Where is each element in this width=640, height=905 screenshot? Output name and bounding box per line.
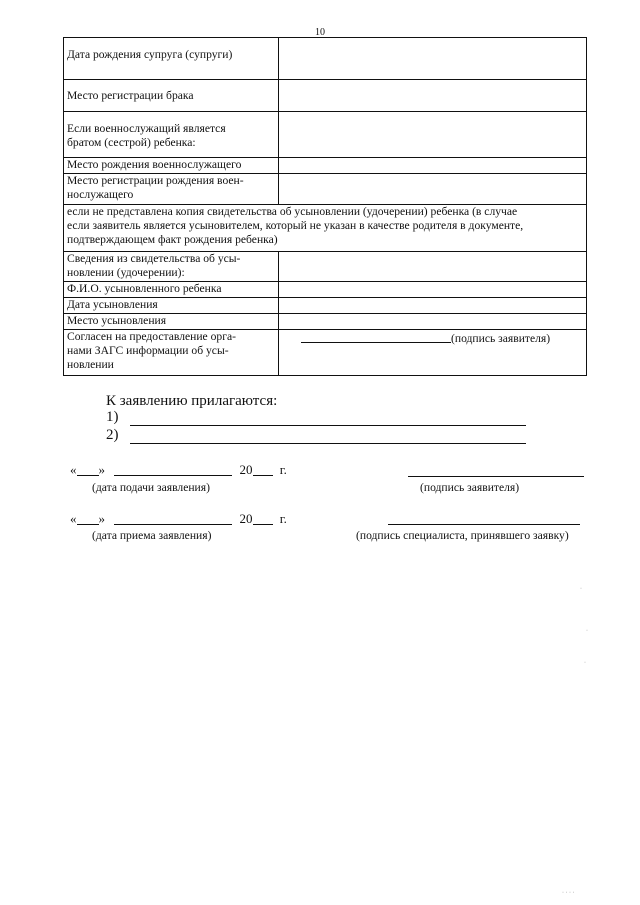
acceptance-year-prefix: 20: [239, 511, 253, 526]
attachment-item-2: [106, 427, 526, 447]
acceptance-date-caption: (дата приема заявления): [92, 529, 212, 542]
adoption-note: [64, 205, 587, 252]
table-row: [64, 330, 587, 376]
submission-date-caption: (дата подачи заявления): [92, 481, 210, 494]
table-row: [64, 80, 587, 112]
adoption-cert-label: [64, 252, 279, 282]
adoption-cert-line2: новлении (удочерении):: [67, 266, 185, 279]
submission-month-line[interactable]: [114, 475, 232, 476]
acceptance-signature-caption: (подпись специалиста, принявшего заявку): [356, 529, 569, 542]
adopted-child-name-field[interactable]: [279, 282, 587, 298]
table-row: [64, 158, 587, 174]
submission-open-quote: «: [70, 462, 77, 477]
marriage-place-label: Место регистрации брака: [64, 80, 279, 112]
acceptance-year-suffix: г.: [279, 511, 287, 526]
adoption-note-line2: если заявитель является усыновителем, который не указан в качестве родителя в документе,: [67, 219, 524, 232]
adoption-date-label: Дата усыновления: [64, 298, 279, 314]
submission-signature-line[interactable]: [408, 476, 584, 477]
adoption-place-label: Место усыновления: [64, 314, 279, 330]
table-row: [64, 252, 587, 282]
consent-line2: нами ЗАГС информации об усы-: [67, 344, 229, 357]
application-table: [63, 37, 587, 376]
consent-label: [64, 330, 279, 376]
table-row: [64, 205, 587, 252]
consent-line3: новлении: [67, 358, 114, 371]
if-sibling-label: [64, 112, 279, 158]
acceptance-signature-line[interactable]: [388, 524, 580, 525]
attachment-item-2-number: 2): [106, 427, 119, 443]
submission-signature-caption: (подпись заявителя): [420, 481, 520, 494]
table-row: [64, 314, 587, 330]
scan-speck: ·: [586, 628, 588, 634]
table-row: [64, 282, 587, 298]
adoption-note-line3: подтверждающем факт рождения ребенка): [67, 233, 278, 246]
consent-signature-line[interactable]: [301, 342, 451, 343]
serviceman-birth-reg-label: [64, 174, 279, 205]
acceptance-date-row: [70, 511, 287, 527]
attachment-item-2-line[interactable]: [130, 443, 526, 444]
adopted-child-name-label: Ф.И.О. усыновленного ребенка: [64, 282, 279, 298]
if-sibling-line1: Если военнослужащий является: [67, 122, 226, 135]
consent-line1: Согласен на предоставление орга-: [67, 330, 236, 343]
submission-date-row: [70, 462, 287, 478]
submission-close-quote: »: [98, 462, 105, 477]
serviceman-birth-reg-line1: Место регистрации рождения воен-: [67, 174, 244, 187]
adoption-cert-line1: Сведения из свидетельства об усы-: [67, 252, 241, 265]
submission-year-line[interactable]: [253, 475, 273, 476]
if-sibling-line2: братом (сестрой) ребенка:: [67, 136, 196, 149]
scan-speck: · · · ·: [562, 890, 575, 896]
table-row: [64, 112, 587, 158]
acceptance-year-line[interactable]: [253, 524, 273, 525]
attachment-item-1: [106, 409, 526, 429]
serviceman-birth-place-field[interactable]: [279, 158, 587, 174]
scan-speck: ·: [580, 586, 582, 592]
adoption-date-field[interactable]: [279, 298, 587, 314]
consent-signature-cell[interactable]: [279, 330, 587, 376]
marriage-place-field[interactable]: [279, 80, 587, 112]
adoption-note-line1: если не представлена копия свидетельства об усыновлении (удочерении) ребенка (в случае: [67, 205, 518, 218]
submission-year-prefix: 20: [239, 462, 253, 477]
attachment-item-1-number: 1): [106, 409, 119, 425]
table-row: [64, 174, 587, 205]
consent-signature-caption: (подпись заявителя): [451, 332, 551, 345]
serviceman-birth-reg-field[interactable]: [279, 174, 587, 205]
consent-signature: [301, 332, 571, 346]
adoption-place-field[interactable]: [279, 314, 587, 330]
acceptance-day-line[interactable]: [77, 524, 99, 525]
serviceman-birth-place-label: Место рождения военнослужащего: [64, 158, 279, 174]
attachments-title: К заявлению прилагаются:: [106, 393, 278, 409]
adoption-cert-field[interactable]: [279, 252, 587, 282]
scan-speck: ·: [584, 660, 586, 666]
page-number: 10: [315, 27, 325, 38]
table-row: [64, 298, 587, 314]
spouse-birth-date-field[interactable]: [279, 38, 587, 80]
attachment-item-1-line[interactable]: [130, 425, 526, 426]
if-sibling-field[interactable]: [279, 112, 587, 158]
acceptance-close-quote: »: [98, 511, 105, 526]
serviceman-birth-reg-line2: нослужащего: [67, 188, 134, 201]
acceptance-open-quote: «: [70, 511, 77, 526]
spouse-birth-date-label: Дата рождения супруга (супруги): [64, 38, 279, 80]
submission-day-line[interactable]: [77, 475, 99, 476]
acceptance-month-line[interactable]: [114, 524, 232, 525]
table-row: [64, 38, 587, 80]
submission-year-suffix: г.: [279, 462, 287, 477]
